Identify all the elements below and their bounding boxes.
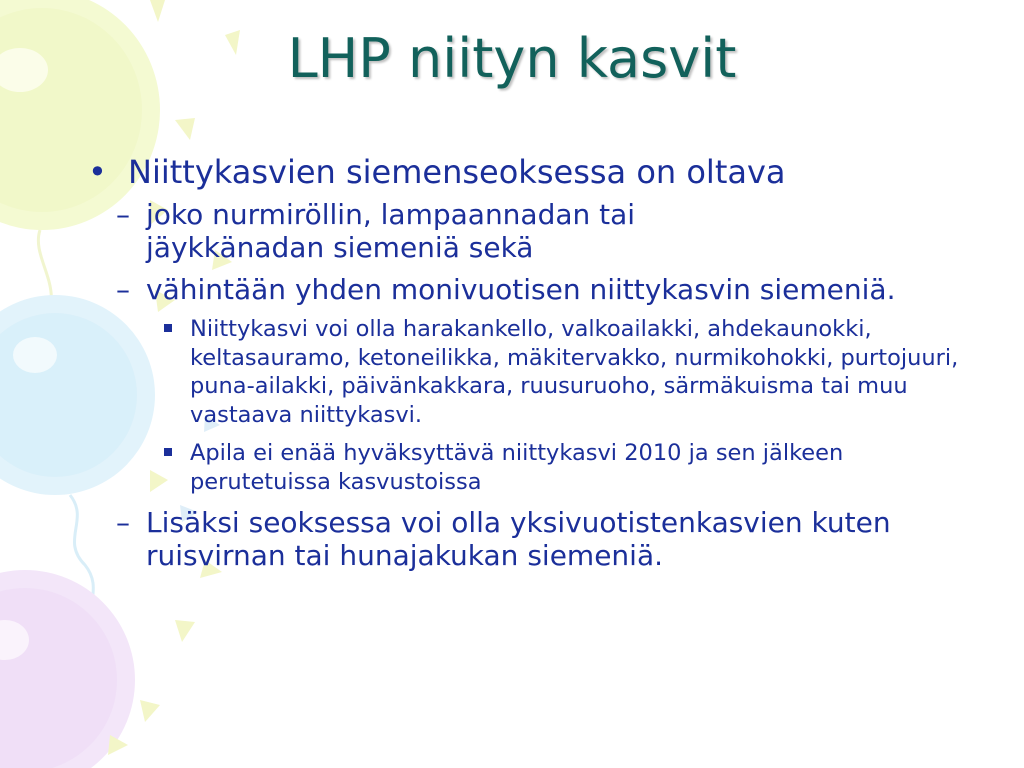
bullet-level2-item xyxy=(116,506,966,572)
bullet-level3-item xyxy=(190,439,930,496)
dash-icon: – xyxy=(116,273,130,306)
bullet-text: Lisäksi seoksessa voi olla yksivuotistenkasvien kuten ruisvirnan tai hunajakukan siemeniä. xyxy=(146,506,891,572)
square-bullet-icon xyxy=(164,448,172,456)
bullet-text: joko nurmiröllin, lampaannadan tai jäykkänadan siemeniä sekä xyxy=(146,198,636,264)
dash-icon: – xyxy=(116,506,130,539)
square-bullet-icon xyxy=(164,324,172,332)
bullet-text: Niittykasvien siemenseoksessa on oltava xyxy=(128,153,786,191)
bullet-level3-item xyxy=(190,315,970,429)
bullet-dot-icon: • xyxy=(88,153,107,191)
bullet-level2-item xyxy=(116,273,906,306)
bullet-list xyxy=(88,152,988,581)
bullet-text: Apila ei enää hyväksyttävä niittykasvi 2010 ja sen jälkeen perutetuissa kasvustoissa xyxy=(190,440,844,495)
bullet-level2-item xyxy=(116,198,786,264)
bullet-text: vähintään yhden monivuotisen niittykasvin siemeniä. xyxy=(146,273,896,306)
slide-title: LHP niityn kasvit xyxy=(287,27,737,90)
bullet-text: Niittykasvi voi olla harakankello, valkoailakki, ahdekaunokki, keltasauramo, ketoneilikka, mäkitervakko, nurmikohokki, purtojuuri, puna-ailakki, päivänkakkara, ruusuruoho, särmäkuisma tai muu vastaava niittykasvi. xyxy=(190,316,959,428)
bullet-level1-item xyxy=(88,152,988,192)
dash-icon: – xyxy=(116,198,130,231)
